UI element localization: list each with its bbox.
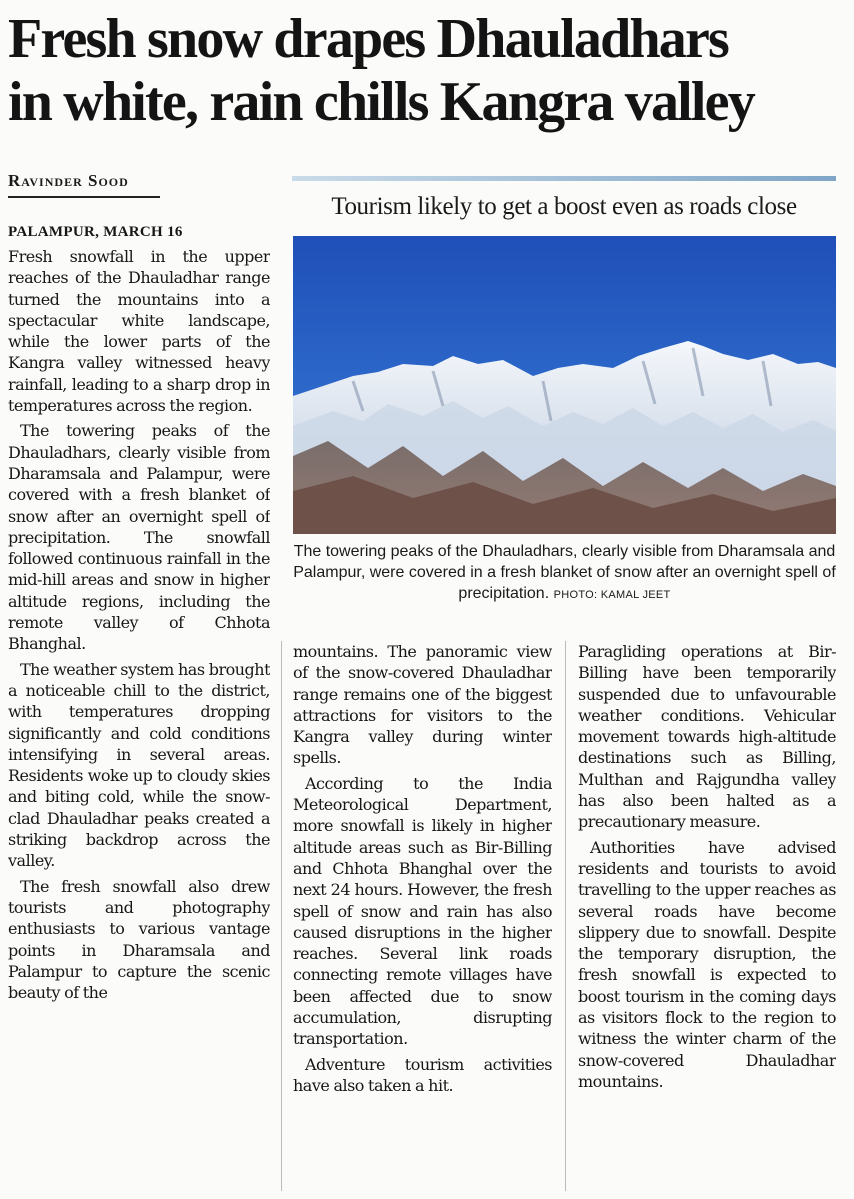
paragraph: Fresh snowfall in the upper reaches of the Dhauladhar range turned the mountains into a spectacular white landscape, while the lower parts of the Kangra valley witnessed heavy rainfall, leading to a sharp drop in temperatures across the region. bbox=[8, 247, 270, 416]
photo-credit: PHOTO: KAMAL JEET bbox=[553, 589, 671, 601]
deck-divider bbox=[292, 176, 836, 181]
deck-subheadline: Tourism likely to get a boost even as roads close bbox=[331, 193, 797, 220]
column-divider bbox=[281, 641, 282, 1191]
paragraph: Adventure tourism activities have also taken a hit. bbox=[293, 1054, 552, 1095]
paragraph: mountains. The panoramic view of the snow-covered Dhauladhar range remains one of the biggest attractions for visitors to the Kangra valley during winter spells. bbox=[293, 642, 552, 768]
paragraph: Authorities have advised residents and tourists to avoid travelling to the upper reaches as several roads have become slippery due to snowfall. Despite the temporary disruption, the fresh snowfall is expected to boost tourism in the coming days as visitors flock to the region to witness the winter charm of the snow-covered Dhauladhar mountains. bbox=[578, 837, 836, 1091]
photo-caption bbox=[293, 541, 836, 606]
headline-line-2: in white, rain chills Kangra valley bbox=[8, 71, 754, 133]
snow-mountain-illustration bbox=[293, 236, 836, 534]
headline-line-1: Fresh snow drapes Dhauladhars bbox=[8, 8, 729, 70]
article-column-2 bbox=[293, 641, 552, 1197]
paragraph: According to the India Meteorological Department, more snowfall is likely in higher altitude areas such as Bir-Billing and Chhota Bhanghal over the next 24 hours. However, the fresh spell of snow and rain has also caused disruptions in the higher reaches. Several link roads connecting remote villages have been affected due to snow accumulation, disrupting transportation. bbox=[293, 773, 552, 1049]
article-column-3 bbox=[578, 641, 836, 1197]
mountain-photo bbox=[293, 236, 836, 534]
column-divider bbox=[565, 641, 566, 1191]
paragraph: The fresh snowfall also drew tourists and photography enthusiasts to various vantage points in Dharamsala and Palampur to capture the scenic beauty of the bbox=[8, 876, 270, 1003]
paragraph: The towering peaks of the Dhauladhars, clearly visible from Dharamsala and Palampur, were covered with a fresh blanket of snow after an overnight spell of precipitation. The snowfall followed continuous rainfall in the mid-hill areas and snow in higher altitude regions, including the remote valley of Chhota Bhanghal. bbox=[8, 421, 270, 654]
byline: Ravinder Sood bbox=[8, 171, 129, 190]
byline-divider bbox=[8, 196, 160, 198]
caption-text: The towering peaks of the Dhauladhars, clearly visible from Dharamsala and Palampur, were covered in a fresh blanket of snow after an overnight spell of precipitation. bbox=[293, 543, 836, 602]
article-column-1 bbox=[8, 246, 270, 1196]
paragraph: The weather system has brought a noticeable chill to the district, with temperatures dropping significantly and cold conditions intensifying in several areas. Residents woke up to cloudy skies and biting cold, while the snow-clad Dhauladhar peaks created a striking backdrop across the valley. bbox=[8, 659, 270, 871]
dateline: PALAMPUR, MARCH 16 bbox=[8, 224, 183, 240]
paragraph: Paragliding operations at Bir-Billing have been temporarily suspended due to unfavourable weather conditions. Vehicular movement towards high-altitude destinations such as Billing, Multhan and Rajgundha valley has also been halted as a precautionary measure. bbox=[578, 642, 836, 832]
headline bbox=[8, 8, 848, 134]
